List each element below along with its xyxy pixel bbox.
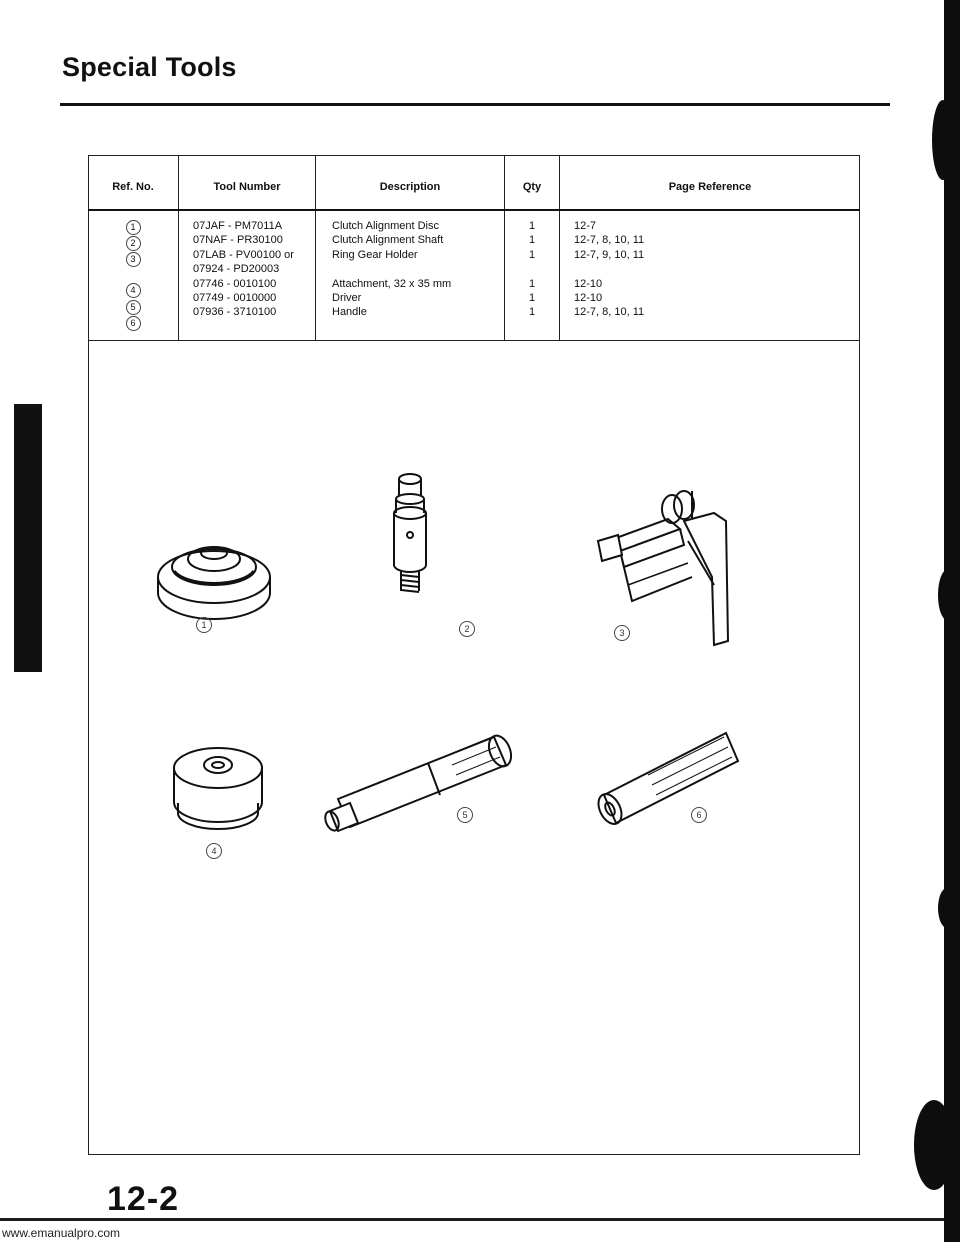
special-tools-table bbox=[88, 155, 860, 341]
qty: 1 bbox=[528, 248, 536, 261]
qty-cell bbox=[505, 210, 560, 340]
qty: 1 bbox=[528, 220, 536, 232]
header-page-reference: Page Reference bbox=[560, 155, 861, 210]
description: Clutch Alignment Disc bbox=[332, 220, 439, 232]
clutch-alignment-disc-drawing bbox=[158, 547, 270, 619]
page-reference-cell bbox=[560, 210, 861, 340]
page-reference: 12-7, 8, 10, 11 bbox=[574, 306, 645, 319]
tool-number: 07JAF - PM7011A bbox=[193, 220, 283, 232]
page-edge-bar bbox=[944, 0, 960, 1242]
tool-illustrations bbox=[88, 345, 860, 1155]
page-reference: 12-7, 9, 10, 11 bbox=[574, 248, 645, 261]
description-cell bbox=[316, 210, 505, 340]
tool-number: 07749 - 0010000 bbox=[193, 292, 277, 305]
handle-drawing bbox=[594, 733, 738, 828]
header-ref-no: Ref. No. bbox=[88, 155, 179, 210]
tool-number: 07936 - 3710100 bbox=[193, 306, 277, 319]
page-reference: 12-10 bbox=[574, 292, 603, 305]
ref-no-cell bbox=[88, 210, 179, 340]
page-edge-notch bbox=[932, 100, 954, 180]
description: Ring Gear Holder bbox=[332, 248, 418, 261]
description: Handle bbox=[332, 306, 367, 319]
qty: 1 bbox=[528, 292, 536, 305]
qty: 1 bbox=[528, 234, 536, 247]
qty: 1 bbox=[528, 277, 536, 290]
attachment-drawing bbox=[174, 748, 262, 829]
ref-no: 5 bbox=[126, 300, 141, 315]
ref-no: 6 bbox=[126, 316, 141, 331]
tool-number: 07NAF - PR30100 bbox=[193, 234, 283, 247]
ref-no: 3 bbox=[126, 252, 141, 267]
qty: 1 bbox=[528, 306, 536, 319]
ref-no: 1 bbox=[126, 220, 141, 235]
illustration-label: 4 bbox=[206, 843, 222, 859]
illustration-label: 1 bbox=[196, 617, 212, 633]
tool-number-cell bbox=[179, 210, 316, 340]
description: Attachment, 32 x 35 mm bbox=[332, 277, 452, 290]
header-description: Description bbox=[316, 155, 505, 210]
page-edge-notch bbox=[938, 888, 956, 928]
tool-drawings bbox=[88, 345, 860, 1155]
illustration-label: 3 bbox=[614, 625, 630, 641]
title-rule bbox=[60, 103, 890, 106]
illustration-label: 5 bbox=[457, 807, 473, 823]
page-title: Special Tools bbox=[62, 52, 237, 82]
page-reference: 12-7 bbox=[574, 220, 597, 232]
page-edge-notch bbox=[914, 1100, 954, 1190]
footer-url[interactable]: www.emanualpro.com bbox=[2, 1226, 121, 1240]
header-tool-number: Tool Number bbox=[179, 155, 316, 210]
tool-number: 07746 - 0010100 bbox=[193, 277, 277, 290]
clutch-alignment-shaft-drawing bbox=[394, 474, 426, 592]
page-number: 12-2 bbox=[107, 1180, 180, 1218]
header-qty: Qty bbox=[505, 155, 560, 210]
tool-number: 07924 - PD20003 bbox=[193, 263, 280, 276]
illustration-label: 2 bbox=[459, 621, 475, 637]
page-reference: 12-7, 8, 10, 11 bbox=[574, 234, 645, 247]
ring-gear-holder-drawing bbox=[598, 491, 728, 645]
description: Clutch Alignment Shaft bbox=[332, 234, 444, 247]
table-row bbox=[88, 210, 860, 340]
table-header-row bbox=[88, 155, 860, 210]
illustration-label: 6 bbox=[691, 807, 707, 823]
ref-no: 4 bbox=[126, 283, 141, 298]
page-reference: 12-10 bbox=[574, 277, 603, 290]
page-edge-notch bbox=[938, 570, 956, 620]
driver-drawing bbox=[323, 732, 516, 832]
tool-number: 07LAB - PV00100 or bbox=[193, 248, 294, 261]
ref-no: 2 bbox=[126, 236, 141, 251]
description: Driver bbox=[332, 292, 362, 305]
section-tab bbox=[14, 404, 42, 672]
